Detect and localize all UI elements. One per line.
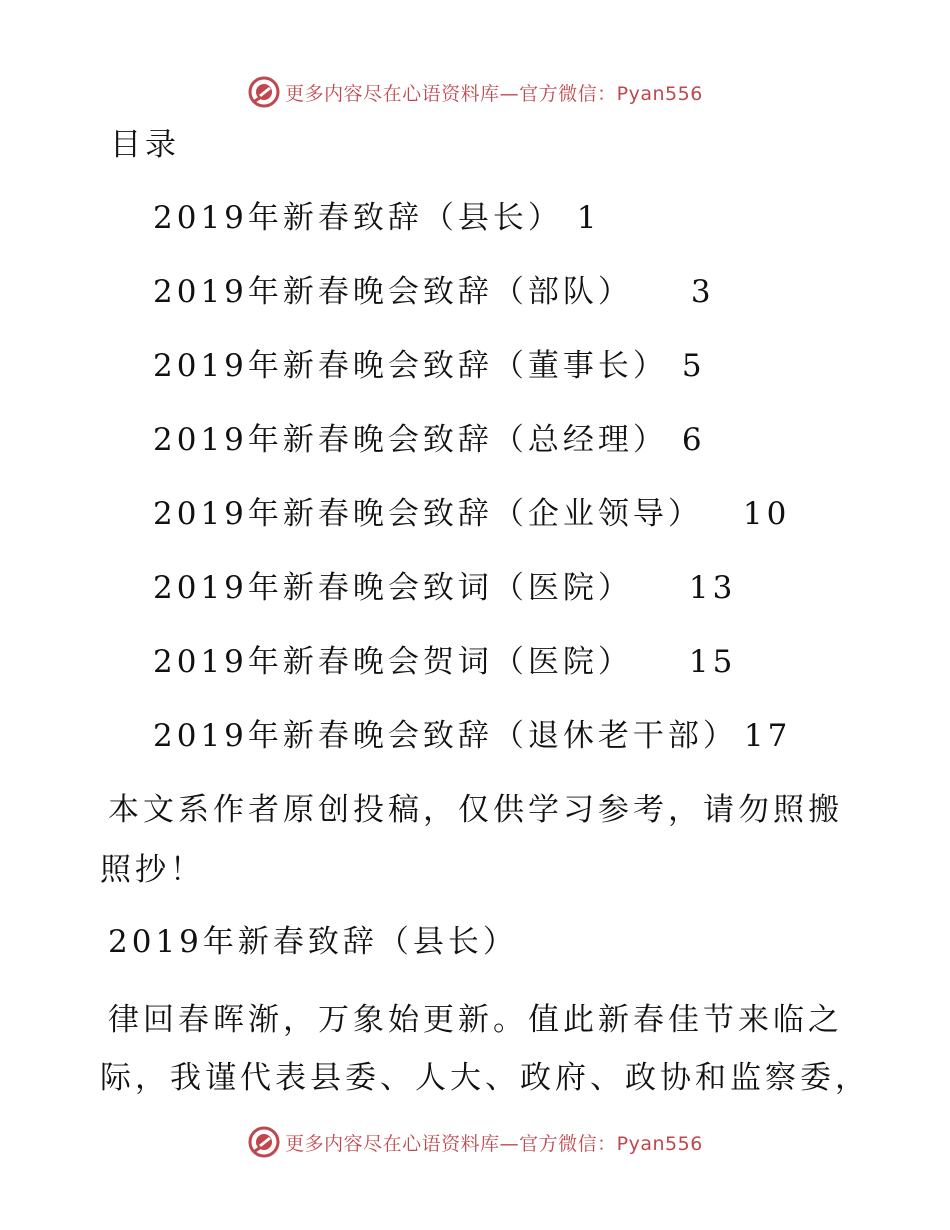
toc-entry[interactable]: 2019年新春晚会致辞（企业领导） 10 bbox=[153, 496, 791, 532]
toc-page-number: 5 bbox=[681, 348, 706, 384]
toc-entry[interactable]: 2019年新春致辞（县长） 1 bbox=[153, 200, 601, 236]
watermark-text: 更多内容尽在心语资料库—官方微信：Pyan556 bbox=[285, 82, 703, 105]
watermark-text: 更多内容尽在心语资料库—官方微信：Pyan556 bbox=[285, 1132, 703, 1155]
toc-page-number: 6 bbox=[681, 422, 706, 458]
toc-entry[interactable]: 2019年新春晚会致辞（退休老干部） 17 bbox=[153, 718, 792, 754]
header-watermark bbox=[0, 72, 950, 112]
logo-seal-icon bbox=[247, 75, 281, 109]
body-line-2: 际，我谨代表县委、人大、政府、政协和监察委， bbox=[100, 1060, 870, 1096]
toc-entry[interactable]: 2019年新春晚会致辞（总经理） 6 bbox=[153, 422, 706, 458]
toc-page-number: 1 bbox=[576, 200, 601, 236]
notice-line-2: 照抄！ bbox=[100, 852, 205, 888]
toc-title: 目录 bbox=[110, 127, 180, 163]
body-line-1: 律回春晖渐，万象始更新。值此新春佳节来临之 bbox=[108, 1002, 843, 1038]
toc-page-number: 3 bbox=[690, 274, 715, 310]
section-heading: 2019年新春致辞（县长） bbox=[108, 924, 518, 960]
logo-seal-icon bbox=[247, 1125, 281, 1159]
toc-entry[interactable]: 2019年新春晚会致词（医院） 13 bbox=[153, 570, 737, 606]
toc-entry[interactable]: 2019年新春晚会贺词（医院） 15 bbox=[153, 644, 737, 680]
toc-entry[interactable]: 2019年新春晚会致辞（部队） 3 bbox=[153, 274, 715, 310]
footer-watermark bbox=[0, 1122, 950, 1162]
toc-page-number: 15 bbox=[688, 644, 737, 680]
notice-line-1: 本文系作者原创投稿，仅供学习参考，请勿照搬 bbox=[108, 792, 843, 828]
toc-page-number: 17 bbox=[743, 718, 792, 754]
toc-entry[interactable]: 2019年新春晚会致辞（董事长） 5 bbox=[153, 348, 706, 384]
toc-page-number: 10 bbox=[742, 496, 791, 532]
toc-page-number: 13 bbox=[688, 570, 737, 606]
